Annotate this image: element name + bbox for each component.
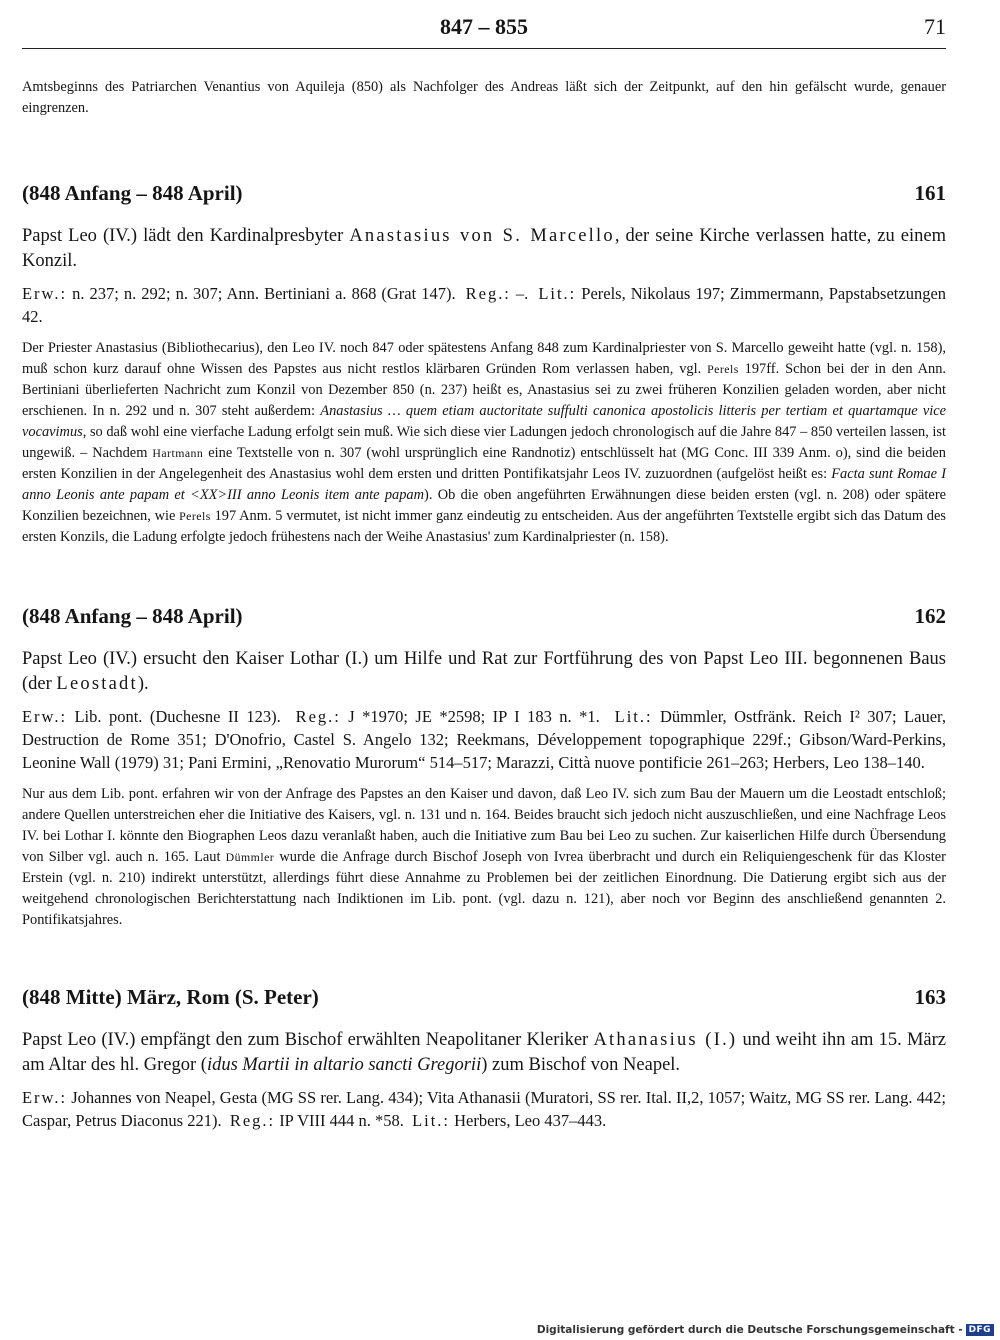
entry-date: (848 Anfang – 848 April) [22,604,243,628]
reg-label: Reg.: [295,707,341,726]
reg-label: Reg.: [229,1111,276,1130]
digitization-footer [537,1324,994,1336]
lit-label: Lit.: [614,707,653,726]
entry-number: 161 [914,181,946,205]
entry-number: 162 [914,604,946,628]
entry-summary: Papst Leo (IV.) empfängt den zum Bischof erwählten Neapolitaner Kleriker Athanasius (I.) und weiht ihn am 15. März am Altar des hl. Gregor (idus Martii in altario sancti Gregorii) zum Bischof von Neapel. [22,1030,947,1075]
spaced-name: Anastasius von S. Marcello [349,226,615,246]
entry-heading [22,181,946,206]
dfg-logo-icon: DFG [966,1324,994,1336]
erw-label: Erw.: [22,284,68,303]
entry-references: Erw.: n. 237; n. 292; n. 307; Ann. Bertiniani a. 868 (Grat 147). Reg.: –. Lit.: Perels, Nikolaus 197; Zimmermann, Papstabsetzungen 42. [22,284,947,326]
regest-entry-161 [22,181,946,548]
page [22,0,946,1132]
entry-heading [22,604,946,629]
entry-references: Erw.: Lib. pont. (Duchesne II 123). Reg.: J *1970; JE *2598; IP I 183 n. *1. Lit.: Dümmler, Ostfränk. Reich I² 307; Lauer, Destruction de Rome 351; D'Onofrio, Castel S. Angelo 132; Reekmans, Développement topographique 229f.; Gibson/Ward-Perkins, Leonine Wall (1979) 31; Pani Ermini, „Renovatio Murorum“ 514–517; Marazzi, Città nuove pontificie 261–263; Herbers, Leo 138–140. [22,707,946,772]
entry-date: (848 Mitte) März, Rom (S. Peter) [22,985,319,1009]
spaced-name: Athanasius (I.) [593,1030,738,1050]
continued-paragraph: Amtsbeginns des Patriarchen Venantius von Aquileja (850) als Nachfolger des Andreas läßt sich der Zeitpunkt, auf den hin gefälscht wurde, genauer eingrenzen. [22,79,946,116]
regest-entry-162 [22,604,946,931]
regest-entry-163 [22,985,946,1132]
entry-summary: Papst Leo (IV.) ersucht den Kaiser Lothar (I.) um Hilfe und Rat zur Fortführung des von Papst Leo III. begonnenen Baus (der Leostadt). [22,649,946,694]
running-header [22,0,946,49]
entry-commentary: Der Priester Anastasius (Bibliothecarius), den Leo IV. noch 847 oder spätestens Anfang 848 zum Kardinalpriester von S. Marcello geweiht hatte (vgl. n. 158), muß schon kurz darauf ohne Wissen des Papstes aus nicht restlos klärbaren Gründen Rom verlassen haben, vgl. Perels 197ff. Schon bei der in den Ann. Bertiniani überlieferten Nachricht zum Konzil von Dezember 850 (n. 237) heißt es, Anastasius sei zu zwei früheren Konzilien geladen worden, aber nicht erschienen. In n. 292 und n. 307 steht außerdem: Anastasius … quem etiam auctoritate suffulti canonica apostolicis litteris per tertiam et quartamque vice vocavimus, so daß wohl eine vierfache Ladung erfolgt sein muß. Wie sich diese vier Ladungen jedoch chronologisch auf die Jahre 847 – 850 verteilen lassen, ist ungewiß. – Nachdem Hartmann eine Textstelle von n. 307 (wohl ursprünglich eine Randnotiz) entschlüsselt hat (MG Conc. III 339 Anm. o), sind die beiden ersten Konzilien in der Angelegenheit des Anastasius wohl dem ersten und dritten Pontifikatsjahr Leos IV. zuzuordnen (aufgelöst heißt es: Facta sunt Romae I anno Leonis ante papam et <XX>III anno Leonis item ante papam). Ob die oben angeführten Erwähnungen diese beiden ersten (vgl. n. 208) oder spätere Konzilien bezeichnen, wie Perels 197 Anm. 5 vermutet, ist nicht immer ganz eindeutig zu entscheiden. Aus der angeführten Textstelle ergibt sich das Datum des ersten Konzils, die Ladung erfolgte jedoch frühestens nach der Weihe Anastasius' zum Kardinalpriester (n. 158). [22,340,947,545]
entry-date: (848 Anfang – 848 April) [22,181,243,205]
reg-label: Reg.: [465,284,511,303]
entry-summary: Papst Leo (IV.) lädt den Kardinalpresbyter Anastasius von S. Marcello, der seine Kirche verlassen hatte, zu einem Konzil. [22,226,946,271]
erw-label: Erw.: [22,1088,68,1107]
footer-credit: Digitalisierung gefördert durch die Deutsche Forschungsgemeinschaft - [536,1324,963,1336]
page-number: 71 [924,14,946,39]
spaced-name: Leostadt [56,674,138,694]
erw-label: Erw.: [22,707,68,726]
entry-number: 163 [914,985,946,1009]
entry-references: Erw.: Johannes von Neapel, Gesta (MG SS rer. Lang. 434); Vita Athanasii (Muratori, SS rer. Ital. II,2, 1057; Waitz, MG SS rer. Lang. 442; Caspar, Petrus Diaconus 221). Reg.: IP VIII 444 n. *58. Lit.: Herbers, Leo 437–443. [22,1088,946,1130]
lit-label: Lit.: [538,284,577,303]
entry-commentary: Nur aus dem Lib. pont. erfahren wir von der Anfrage des Papstes an den Kaiser und davon, daß Leo IV. sich zum Bau der Mauern um die Leostadt entschloß; andere Quellen unterstreichen eher die Initiative des Kaisers, vgl. n. 131 und n. 164. Beides braucht sich jedoch nicht auszuschließen, und eine Nachfrage Leos IV. bei Lothar I. könnte den Biographen Leos dazu veranlaßt haben, auch die Initiative zum Bau bei Leo zu suchen. Zur kaiserlichen Hilfe durch Übersendung von Silber vgl. auch n. 165. Laut Dümmler wurde die Anfrage durch Bischof Joseph von Ivrea überbracht und durch ein Reliquiengeschenk für das Kloster Erstein (vgl. n. 210) indirekt unterstützt, allerdings führt diese Annahme zu Problemen bei der zeitlichen Einordnung. Die Datierung ergibt sich aus der weitgehend chronologischen Berichterstattung nach Indiktionen im Lib. pont. (vgl. dazu n. 121), aber noch vor Beginn des anschließend genannten 2. Pontifikatsjahres. [22,786,946,928]
lit-label: Lit.: [412,1111,450,1130]
header-year-range: 847 – 855 [440,14,528,39]
entry-heading [22,985,946,1010]
